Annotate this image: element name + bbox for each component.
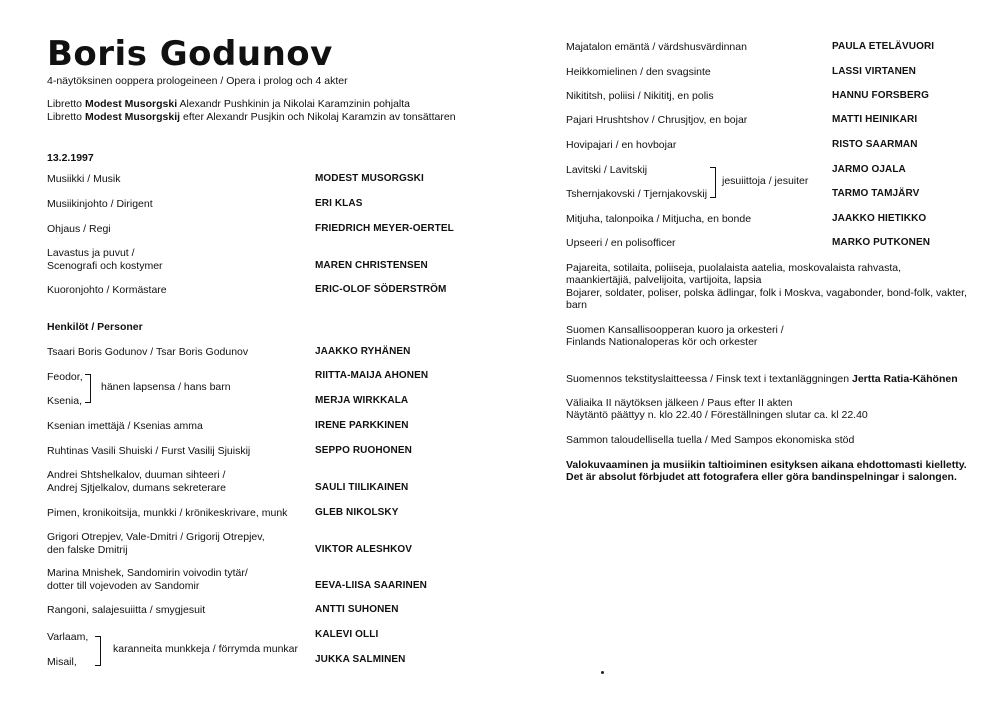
cast-name: KALEVI OLLI bbox=[315, 629, 379, 640]
cast-role: Ksenia, bbox=[47, 395, 83, 407]
photo-warning-swedish: Det är absolut förbjudet att fotografera eller göra bandinspelningar i salongen. bbox=[566, 471, 957, 483]
credit-name: FRIEDRICH MEYER-OERTEL bbox=[315, 223, 454, 234]
cast-name: PAULA ETELÄVUORI bbox=[832, 41, 935, 52]
credit-role-line2: Scenografi och kostymer bbox=[47, 260, 163, 272]
cast-role: Heikkomielinen / den svagsinte bbox=[566, 66, 711, 78]
cast-role: Ruhtinas Vasili Shuiski / Furst Vasilij Sjuiskij bbox=[47, 445, 251, 457]
cast-role: Mitjuha, talonpoika / Mitjucha, en bonde bbox=[566, 213, 752, 225]
cast-role: Lavitski / Lavitskij bbox=[566, 164, 648, 176]
cast-name: JAAKKO RYHÄNEN bbox=[315, 346, 411, 357]
cast-name: LASSI VIRTANEN bbox=[832, 66, 916, 77]
chorus-line-1: Suomen Kansallisoopperan kuoro ja orkesteri / bbox=[566, 324, 784, 336]
extras-finnish-1: Pajareita, sotilaita, poliiseja, puolalaista aatelia, moskovalaista rahvasta, bbox=[566, 262, 902, 274]
extras-finnish-2: maankiertäjiä, palvelijoita, vartijoita, lapsia bbox=[566, 274, 762, 286]
cast-role: Rangoni, salajesuiitta / smygjesuit bbox=[47, 604, 206, 616]
print-speck bbox=[601, 671, 604, 674]
cast-name: RISTO SAARMAN bbox=[832, 139, 918, 150]
subtitles-credit: Suomennos tekstityslaitteessa / Finsk text i textanläggningen Jertta Ratia-Kähönen bbox=[566, 373, 958, 385]
cast-name: RIITTA-MAIJA AHONEN bbox=[315, 370, 429, 381]
cast-role: Feodor, bbox=[47, 371, 83, 383]
cast-role: Tshernjakovski / Tjernjakovskij bbox=[566, 188, 708, 200]
opera-title: Boris Godunov bbox=[47, 34, 333, 74]
group-label-jesuits: jesuiittoja / jesuiter bbox=[722, 175, 809, 187]
credit-role: Musiikki / Musik bbox=[47, 173, 121, 185]
extras-swedish-1: Bojarer, soldater, poliser, polska ädlingar, folk i Moskva, vagabonder, bond-folk, vakter, bbox=[566, 287, 967, 299]
children-bracket bbox=[85, 374, 91, 403]
credit-name: ERIC-OLOF SÖDERSTRÖM bbox=[315, 284, 447, 295]
cast-role: Misail, bbox=[47, 656, 77, 668]
cast-name: JARMO OJALA bbox=[832, 164, 906, 175]
cast-name: GLEB NIKOLSKY bbox=[315, 507, 399, 518]
cast-name: SAULI TIILIKAINEN bbox=[315, 482, 409, 493]
intermission-info: Väliaika II näytöksen jälkeen / Paus efter II akten bbox=[566, 397, 793, 409]
cast-role: Nikititsh, poliisi / Nikititj, en polis bbox=[566, 90, 714, 102]
cast-name: SEPPO RUOHONEN bbox=[315, 445, 412, 456]
group-label-children: hänen lapsensa / hans barn bbox=[101, 381, 231, 393]
cast-name: HANNU FORSBERG bbox=[832, 90, 929, 101]
group-label-monks: karanneita munkkeja / förrymda munkar bbox=[113, 643, 298, 655]
monks-bracket bbox=[95, 636, 101, 666]
cast-name: TARMO TAMJÄRV bbox=[832, 188, 920, 199]
credit-role: Ohjaus / Regi bbox=[47, 223, 111, 235]
credit-role: Kuoronjohto / Kormästare bbox=[47, 284, 167, 296]
cast-role-line2: den falske Dmitrij bbox=[47, 544, 128, 556]
persons-heading: Henkilöt / Personer bbox=[47, 321, 143, 333]
cast-name: ANTTI SUHONEN bbox=[315, 604, 399, 615]
cast-name: JAAKKO HIETIKKO bbox=[832, 213, 927, 224]
libretto-swedish: Libretto Modest Musorgskij efter Alexandr Pusjkin och Nikolaj Karamzin av tonsättaren bbox=[47, 111, 456, 123]
credit-name: MODEST MUSORGSKI bbox=[315, 173, 424, 184]
sponsor-info: Sammon taloudellisella tuella / Med Sampos ekonomiska stöd bbox=[566, 434, 855, 446]
cast-role: Majatalon emäntä / värdshusvärdinnan bbox=[566, 41, 747, 53]
libretto-finnish: Libretto Modest Musorgski Alexandr Pushkinin ja Nikolai Karamzinin pohjalta bbox=[47, 98, 411, 110]
credit-role: Musiikinjohto / Dirigent bbox=[47, 198, 153, 210]
cast-role: Hovipajari / en hovbojar bbox=[566, 139, 677, 151]
end-time-info: Näytäntö päättyy n. klo 22.40 / Föreställningen slutar ca. kl 22.40 bbox=[566, 409, 868, 421]
jesuits-bracket bbox=[710, 167, 716, 198]
cast-name: JUKKA SALMINEN bbox=[315, 654, 406, 665]
cast-role: Pajari Hrushtshov / Chrusjtjov, en bojar bbox=[566, 114, 748, 126]
credit-role: Lavastus ja puvut / bbox=[47, 247, 135, 259]
credit-name: ERI KLAS bbox=[315, 198, 363, 209]
cast-role: Tsaari Boris Godunov / Tsar Boris Godunov bbox=[47, 346, 249, 358]
cast-role: Upseeri / en polisofficer bbox=[566, 237, 676, 249]
cast-role: Marina Mnishek, Sandomirin voivodin tytär/ bbox=[47, 567, 248, 579]
performance-date: 13.2.1997 bbox=[47, 152, 94, 164]
cast-role: Ksenian imettäjä / Ksenias amma bbox=[47, 420, 203, 432]
chorus-line-2: Finlands Nationaloperas kör och orkester bbox=[566, 336, 758, 348]
opera-subtitle: 4-näytöksinen ooppera prologeineen / Opera i prolog och 4 akter bbox=[47, 75, 348, 87]
credit-name: MAREN CHRISTENSEN bbox=[315, 260, 428, 271]
extras-swedish-2: barn bbox=[566, 299, 588, 311]
cast-role: Grigori Otrepjev, Vale-Dmitri / Grigorij Otrepjev, bbox=[47, 531, 265, 543]
cast-name: EEVA-LIISA SAARINEN bbox=[315, 580, 427, 591]
cast-role-line2: Andrej Sjtjelkalov, dumans sekreterare bbox=[47, 482, 226, 494]
cast-role-line2: dotter till vojevoden av Sandomir bbox=[47, 580, 200, 592]
cast-role: Andrei Shtshelkalov, duuman sihteeri / bbox=[47, 469, 226, 481]
cast-role: Varlaam, bbox=[47, 631, 89, 643]
cast-name: VIKTOR ALESHKOV bbox=[315, 544, 413, 555]
cast-name: MERJA WIRKKALA bbox=[315, 395, 409, 406]
photo-warning-finnish: Valokuvaaminen ja musiikin taltioiminen esityksen aikana ehdottomasti kielletty. bbox=[566, 459, 967, 471]
cast-name: MATTI HEINIKARI bbox=[832, 114, 918, 125]
cast-name: MARKO PUTKONEN bbox=[832, 237, 931, 248]
cast-role: Pimen, kronikoitsija, munkki / krönikeskrivare, munk bbox=[47, 507, 288, 519]
cast-name: IRENE PARKKINEN bbox=[315, 420, 409, 431]
